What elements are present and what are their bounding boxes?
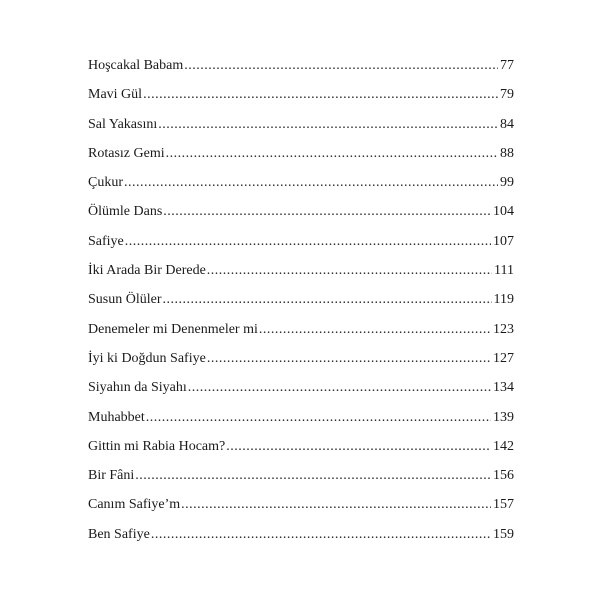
toc-entry [88, 204, 514, 233]
toc-entry [88, 468, 514, 497]
toc-entry [88, 497, 514, 526]
toc-entry-page: 119 [493, 292, 514, 308]
toc-entry-page: 157 [493, 497, 514, 513]
toc-dot-leader [259, 322, 491, 338]
toc-entry-title: Hoşcakal Babam [88, 58, 184, 73]
toc-entry-title: Safiye [88, 233, 124, 249]
toc-entry-page: 123 [493, 321, 514, 337]
toc-entry-title: Canım Safiye’m [88, 497, 181, 513]
toc-entry-title: Ben Safiye [88, 526, 150, 542]
toc-entry-title: Çukur [88, 175, 123, 191]
toc-entry [88, 234, 514, 263]
toc-entry-title: Muhabbet [88, 409, 145, 425]
toc-dot-leader [163, 204, 491, 220]
toc-dot-leader [207, 263, 492, 279]
toc-entry [88, 410, 514, 439]
toc-entry-page: 127 [493, 350, 514, 366]
toc-dot-leader [226, 439, 491, 455]
toc-dot-leader [207, 351, 491, 367]
toc-dot-leader [125, 234, 491, 250]
toc-entry-page: 77 [500, 58, 514, 73]
toc-dot-leader [181, 497, 491, 513]
toc-entry-title: Siyahın da Siyahı [88, 380, 187, 396]
toc-entry [88, 322, 514, 351]
toc-entry [88, 117, 514, 146]
toc-entry-page: 139 [493, 409, 514, 425]
toc-entry-page: 107 [493, 233, 514, 249]
toc-entry [88, 58, 514, 87]
toc-dot-leader [151, 527, 491, 543]
toc-entry-title: İyi ki Doğdun Safiye [88, 350, 206, 366]
toc-entry-title: Bir Fâni [88, 468, 135, 484]
toc-entry [88, 263, 514, 292]
toc-entry-page: 134 [493, 380, 514, 396]
toc-entry-page: 79 [500, 87, 514, 103]
toc-entry-title: Denemeler mi Denenmeler mi [88, 321, 258, 337]
table-of-contents [88, 58, 514, 556]
toc-entry-title: Susun Ölüler [88, 292, 162, 308]
toc-entry-page: 142 [493, 438, 514, 454]
toc-entry-title: İki Arada Bir Derede [88, 263, 206, 279]
toc-entry-title: Rotasız Gemi [88, 145, 165, 161]
toc-entry [88, 439, 514, 468]
toc-dot-leader [184, 58, 498, 74]
toc-dot-leader [166, 146, 498, 162]
toc-entry-page: 159 [493, 526, 514, 542]
toc-entry-title: Ölümle Dans [88, 204, 163, 220]
toc-entry-title: Sal Yakasını [88, 116, 158, 132]
toc-dot-leader [163, 292, 492, 308]
toc-entry [88, 380, 514, 409]
toc-entry [88, 292, 514, 321]
toc-dot-leader [135, 468, 491, 484]
toc-entry-title: Mavi Gül [88, 87, 143, 103]
toc-entry-page: 104 [493, 204, 514, 220]
toc-dot-leader [143, 87, 498, 103]
toc-entry-page: 111 [494, 263, 514, 279]
toc-entry-page: 99 [500, 175, 514, 191]
toc-entry [88, 87, 514, 116]
toc-dot-leader [124, 175, 498, 191]
toc-dot-leader [188, 380, 491, 396]
toc-dot-leader [146, 410, 491, 426]
toc-entry-page: 88 [500, 145, 514, 161]
toc-entry [88, 175, 514, 204]
toc-entry [88, 146, 514, 175]
toc-dot-leader [158, 117, 498, 133]
toc-entry-page: 156 [493, 468, 514, 484]
toc-entry [88, 527, 514, 556]
toc-entry [88, 351, 514, 380]
toc-entry-page: 84 [500, 116, 514, 132]
toc-entry-title: Gittin mi Rabia Hocam? [88, 438, 226, 454]
